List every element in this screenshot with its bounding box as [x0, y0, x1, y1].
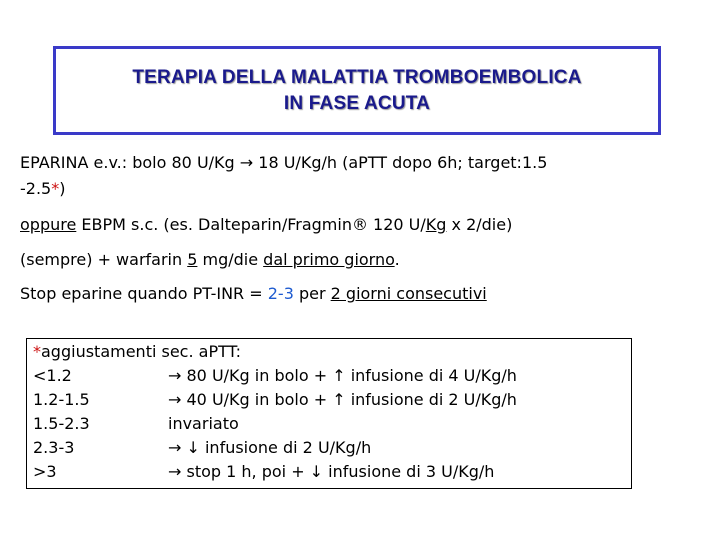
aptt-action-1: → 80 U/Kg in bolo + ↑ infusione di 4 U/Kg/h: [168, 366, 517, 385]
eparina-line-continued: [20, 179, 65, 199]
aptt-range-5: >3: [33, 462, 57, 481]
aptt-header: [33, 342, 241, 362]
stop-per: per: [293, 284, 331, 303]
aptt-action-4: → ↓ infusione di 2 U/Kg/h: [168, 438, 372, 457]
ebpm-dose: x 2/die): [446, 215, 513, 234]
inr-range: 2-3: [267, 284, 294, 303]
aptt-asterisk: *: [33, 342, 41, 361]
oppure-word: oppure: [20, 215, 77, 234]
eparina-close: ): [59, 179, 66, 198]
kg-unit: Kg: [425, 215, 447, 234]
aptt-range-2: 1.2-1.5: [33, 390, 90, 409]
title-box: [53, 46, 661, 135]
warfarin-unit: mg/die: [197, 250, 264, 269]
aptt-action-3: invariato: [168, 414, 239, 433]
stop-line: [20, 284, 487, 304]
warfarin-start: dal primo giorno: [263, 250, 395, 269]
aptt-adjustment-box: [26, 338, 632, 489]
eparina-text: EPARINA e.v.: bolo 80 U/Kg → 18 U/Kg/h (aPTT dopo 6h; target:1.5: [20, 153, 548, 172]
ebpm-line: [20, 215, 512, 235]
asterisk-marker: *: [51, 179, 60, 198]
ebpm-text: EBPM s.c. (es. Dalteparin/Fragmin® 120 U/: [76, 215, 426, 234]
warfarin-dose: 5: [187, 250, 198, 269]
warfarin-line: [20, 250, 400, 270]
title-line-2: IN FASE ACUTA: [283, 92, 431, 114]
eparina-range: -2.5: [20, 179, 52, 198]
stop-duration: 2 giorni consecutivi: [330, 284, 487, 303]
warfarin-text: (sempre) + warfarin: [20, 250, 188, 269]
aptt-range-3: 1.5-2.3: [33, 414, 90, 433]
aptt-action-5: → stop 1 h, poi + ↓ infusione di 3 U/Kg/h: [168, 462, 495, 481]
aptt-action-2: → 40 U/Kg in bolo + ↑ infusione di 2 U/Kg/h: [168, 390, 517, 409]
title-line-1: TERAPIA DELLA MALATTIA TROMBOEMBOLICA: [132, 66, 582, 88]
eparina-line: [20, 153, 547, 173]
aptt-range-1: <1.2: [33, 366, 72, 385]
aptt-range-4: 2.3-3: [33, 438, 75, 457]
warfarin-end: .: [394, 250, 400, 269]
stop-text: Stop eparine quando PT-INR =: [20, 284, 268, 303]
aptt-header-text: aggiustamenti sec. aPTT:: [41, 342, 241, 361]
